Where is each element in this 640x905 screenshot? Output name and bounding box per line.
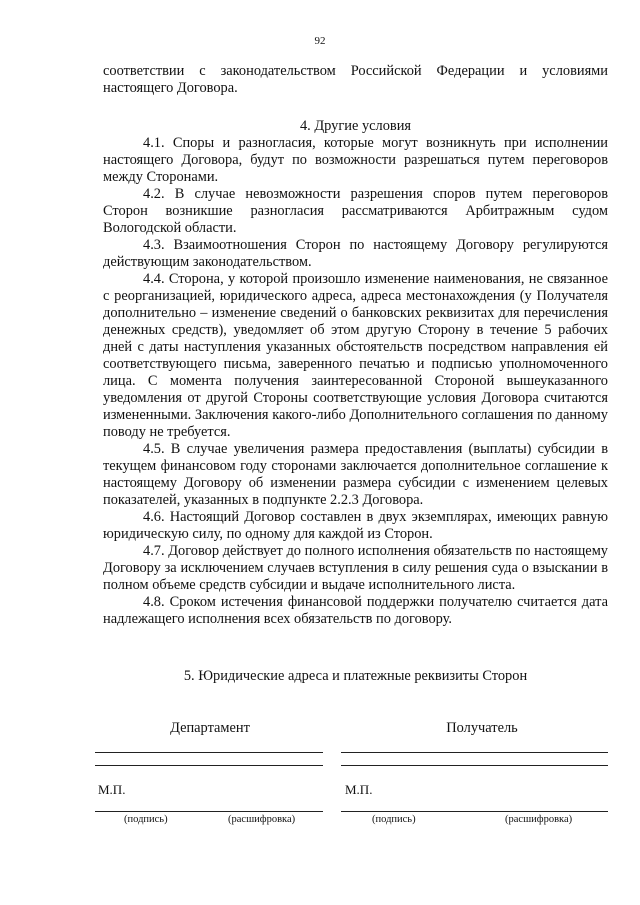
left-signature-line-3 xyxy=(95,811,323,812)
section-4 xyxy=(103,118,608,628)
left-stamp-label: М.П. xyxy=(98,782,126,797)
section-5 xyxy=(103,668,608,685)
right-decode-caption: (расшифровка) xyxy=(505,814,573,825)
clause-4-4: 4.4. Сторона, у которой произошло изменение наименования, не связанное с реорганизацией, юридического адреса, адреса местонахождения (у Получателя дополнительно – изменение сведений о банковских реквизитах для перечисления денежных средств), уведомляет об этом другую Сторону в течение 5 рабочих дней с даты наступления указанных обстоятельств посредством направления ей соответствующего письма, заверенного печатью и подписью уполномоченного лица. С момента получения заинтересованной Стороной вышеуказанного уведомления от другой Стороны соответствующие условия Договора считаются измененными. Заключения какого-либо Дополнительного соглашения по данному поводу не требуется. xyxy=(103,271,608,440)
right-party-title: Получатель xyxy=(446,720,518,736)
clause-4-1: 4.1. Споры и разногласия, которые могут возникнуть при исполнении настоящего Договора, будут по возможности разрешаться путем переговоров между Сторонами. xyxy=(103,135,608,185)
left-sign-caption: (подпись) xyxy=(124,814,168,825)
left-signature-line-2 xyxy=(95,765,323,766)
clause-4-2: 4.2. В случае невозможности разрешения споров путем переговоров Сторон возникшие разногласия рассматриваются Арбитражным судом Вологодской области. xyxy=(103,186,608,236)
intro-paragraph: соответствии с законодательством Российской Федерации и условиями настоящего Договора. xyxy=(103,63,608,96)
left-signature-line-1 xyxy=(95,752,323,753)
left-party-title: Департамент xyxy=(170,720,250,736)
intro-block xyxy=(103,63,608,97)
left-decode-caption: (расшифровка) xyxy=(228,814,296,825)
clause-4-5: 4.5. В случае увеличения размера предоставления (выплаты) субсидии в текущем финансовом году сторонами заключается дополнительное соглашение к настоящему Договору об изменении размера субсидии с изменением целевых показателей, указанных в подпункте 2.2.3 Договора. xyxy=(103,441,608,508)
section-4-heading: 4. Другие условия xyxy=(299,118,412,134)
clause-4-6: 4.6. Настоящий Договор составлен в двух экземплярах, имеющих равную юридическую силу, по одному для каждой из Сторон. xyxy=(103,509,608,542)
clause-4-8: 4.8. Сроком истечения финансовой поддержки получателю считается дата надлежащего исполнения всех обязательств по договору. xyxy=(103,594,608,627)
right-stamp-label: М.П. xyxy=(345,782,373,797)
right-sign-caption: (подпись) xyxy=(372,814,416,825)
right-signature-line-2 xyxy=(341,765,608,766)
clause-4-7: 4.7. Договор действует до полного исполнения обязательств по настоящему Договору за исключением случаев вступления в силу решения суда о взыскании в полном объеме средств субсидии и выдаче исполнительного листа. xyxy=(103,543,608,593)
right-signature-line-3 xyxy=(341,811,608,812)
page-number: 92 xyxy=(314,35,326,47)
right-signature-line-1 xyxy=(341,752,608,753)
section-5-heading: 5. Юридические адреса и платежные реквизиты Сторон xyxy=(183,668,528,684)
clause-4-3: 4.3. Взаимоотношения Сторон по настоящему Договору регулируются действующим законодательством. xyxy=(103,237,608,270)
